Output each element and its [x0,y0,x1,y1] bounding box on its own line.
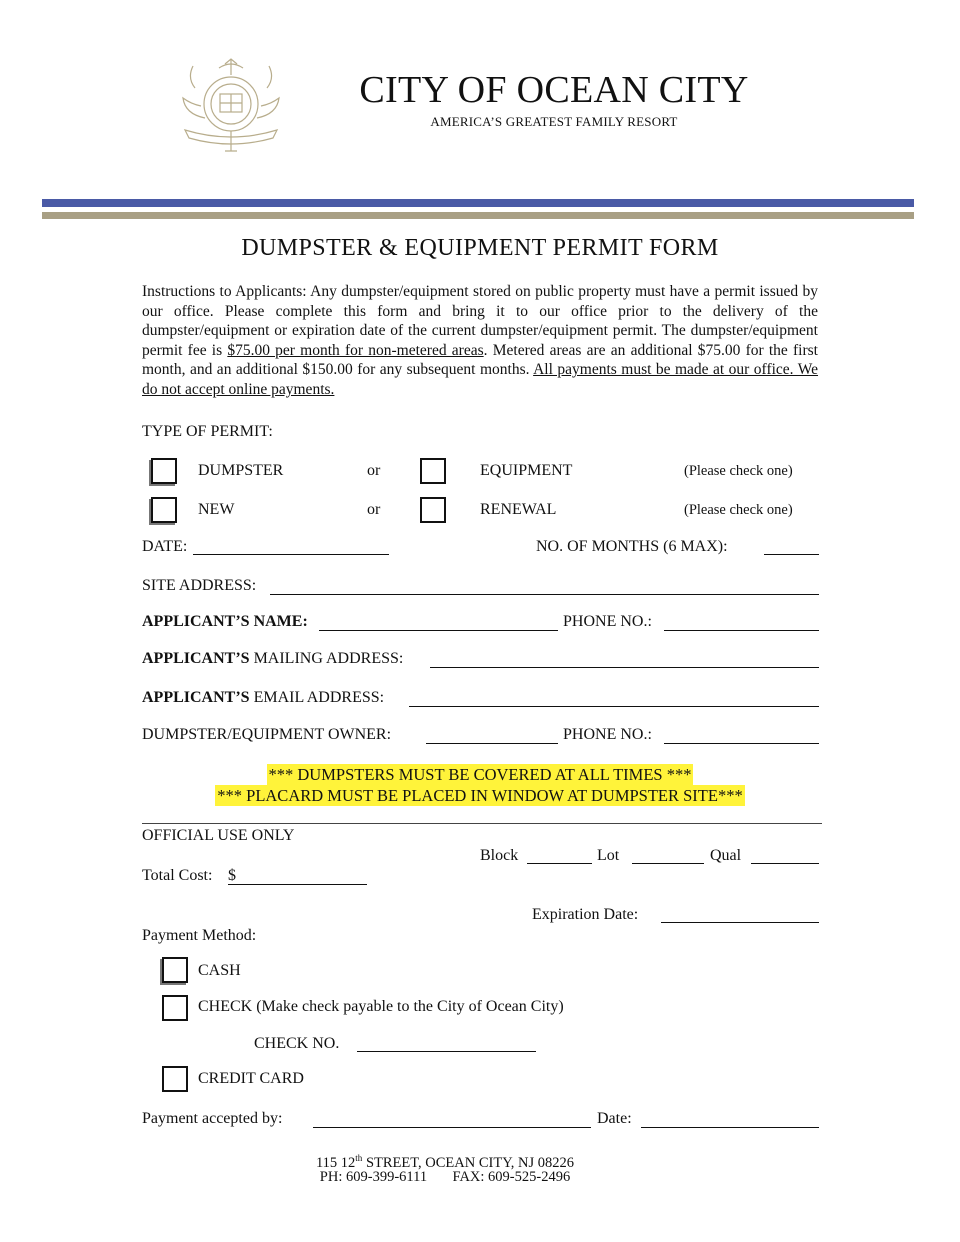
header-stripe-blue [42,199,914,207]
owner-field[interactable] [426,743,558,744]
section-divider [142,823,822,824]
site-address-label: SITE ADDRESS: [142,577,257,594]
instructions-paragraph: Instructions to Applicants: Any dumpster/equipment stored on public property must have a permit issued by our office. Please complete this form and bring it to our office prior to the delivery of the dumpster/equipment or expiration date of the current dumpster/equipment permit. The dumpster/equipment permit fee is $75.00 per month for non-metered areas. Metered areas are an additional $75.00 for the first month, and an additional $150.00 for any subsequent months. All payments must be made at our office. We do not accept online payments. [142,283,819,398]
lot-label: Lot [597,847,620,864]
accepted-date-label: Date: [597,1110,632,1127]
qual-field[interactable] [751,863,819,864]
cash-label: CASH [198,962,241,979]
date-label: DATE: [142,538,188,555]
credit-card-label: CREDIT CARD [198,1070,304,1087]
footer-contact [240,1167,650,1187]
mailing-address-label: APPLICANT’S MAILING ADDRESS: [142,650,404,667]
expiration-date-field[interactable] [661,922,819,923]
months-field[interactable] [764,554,819,555]
equipment-label: EQUIPMENT [480,462,573,479]
cash-checkbox[interactable] [162,957,188,983]
phone-label: PHONE NO.: [563,613,652,630]
applicant-phone-field[interactable] [664,630,819,631]
accepted-by-label: Payment accepted by: [142,1110,283,1127]
placard-notice: *** PLACARD MUST BE PLACED IN WINDOW AT DUMPSTER SITE*** [217,786,743,805]
total-cost-field[interactable] [228,884,367,885]
site-address-field[interactable] [270,594,819,595]
email-address-field[interactable] [409,706,819,707]
or-label: or [367,462,381,479]
check-no-field[interactable] [357,1051,536,1052]
accepted-date-field[interactable] [641,1127,819,1128]
owner-label: DUMPSTER/EQUIPMENT OWNER: [142,726,392,743]
qual-label: Qual [710,847,742,864]
permit-type-label: TYPE OF PERMIT: [142,423,273,440]
city-tagline: AMERICA’S GREATEST FAMILY RESORT [430,114,678,129]
renewal-checkbox[interactable] [420,497,446,523]
payment-method-label: Payment Method: [142,927,257,944]
dollar-sign: $ [228,867,236,884]
check-no-label: CHECK NO. [254,1035,340,1052]
new-label: NEW [198,501,235,518]
footer-phone: PH: 609-399-6111 [319,1169,428,1185]
phone-label: PHONE NO.: [563,726,652,743]
footer-fax: FAX: 609-525-2496 [452,1169,571,1185]
footer-address: 115 12th STREET, OCEAN CITY, NJ 08226 [315,1153,575,1171]
email-address-label: APPLICANT’S EMAIL ADDRESS: [142,689,385,706]
owner-phone-field[interactable] [664,743,819,744]
applicant-name-label: APPLICANT’S NAME: [142,613,308,630]
accepted-by-field[interactable] [313,1127,591,1128]
city-seal-icon [175,58,287,154]
payment-policy-text: All payments must be made at our office. We do not accept online payments. [142,361,819,398]
applicant-name-field[interactable] [319,630,558,631]
city-title: CITY OF OCEAN CITY [359,69,749,111]
official-use-label: OFFICIAL USE ONLY [142,827,295,844]
block-label: Block [480,847,519,864]
or-label: or [367,501,381,518]
date-field[interactable] [193,554,389,555]
equipment-checkbox[interactable] [420,458,446,484]
check-label: CHECK (Make check payable to the City of Ocean City) [198,998,564,1015]
expiration-date-label: Expiration Date: [532,906,639,923]
lot-field[interactable] [632,863,704,864]
new-checkbox[interactable] [151,497,177,523]
dumpster-checkbox[interactable] [151,458,177,484]
permit-fee-text: $75.00 per month for non-metered areas [227,341,484,359]
form-title: DUMPSTER & EQUIPMENT PERMIT FORM [241,235,719,261]
check-one-note: (Please check one) [684,502,793,518]
dumpster-label: DUMPSTER [198,462,284,479]
block-field[interactable] [527,863,592,864]
credit-card-checkbox[interactable] [162,1066,188,1092]
check-one-note: (Please check one) [684,463,793,479]
header-stripe-tan [42,212,914,219]
total-cost-label: Total Cost: [142,867,213,884]
mailing-address-field[interactable] [430,667,819,668]
check-checkbox[interactable] [162,995,188,1021]
renewal-label: RENEWAL [480,501,557,518]
covered-notice: *** DUMPSTERS MUST BE COVERED AT ALL TIMES *** [268,765,692,784]
months-label: NO. OF MONTHS (6 MAX): [536,538,728,555]
